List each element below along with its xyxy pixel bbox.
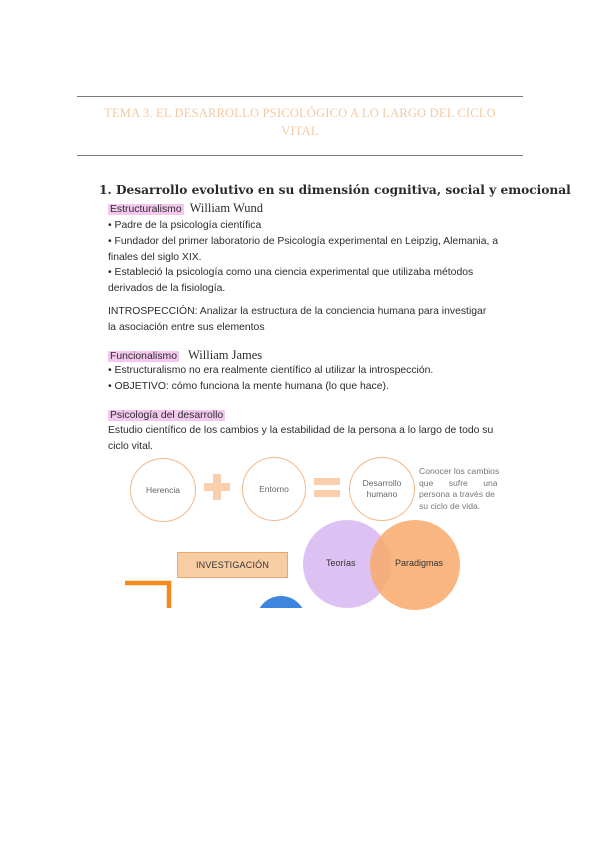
circle-desarrollo-humano xyxy=(349,457,415,521)
psicologia-desarrollo-line-1: Estudio científico de los cambios y la estabilidad de la persona a lo largo de todo su xyxy=(108,425,494,436)
bullet-line: • Estableció la psicología como una ciencia experimental que utilizaba métodos xyxy=(108,267,474,279)
estructuralismo-author: William Wund xyxy=(189,201,264,215)
header-top-rule xyxy=(77,96,523,97)
funcionalismo-label: Funcionalismo xyxy=(110,351,177,362)
psicologia-desarrollo-line-2: ciclo vital. xyxy=(108,440,154,452)
estructuralismo-bullets xyxy=(108,218,538,297)
page-title xyxy=(80,104,520,140)
orange-bracket-shape xyxy=(122,580,174,610)
venn-label-teorias: Teorías xyxy=(326,558,356,568)
note-line: su ciclo de vida. xyxy=(419,500,481,511)
funcionalismo-bullets xyxy=(108,363,433,395)
bullet-line: • Fundador del primer laboratorio de Psicología experimental en Leipzig, Alemania, a xyxy=(108,235,499,247)
circle-desarrollo-label-1: Desarrollo xyxy=(362,478,402,488)
circle-entorno-label: Entorno xyxy=(259,484,289,494)
bullet-line: • OBJETIVO: cómo funciona la mente humana (lo que hace). xyxy=(108,380,389,392)
circle-herencia xyxy=(130,458,196,522)
circle-herencia-label: Herencia xyxy=(145,485,181,495)
note-line: Conocer los cambios xyxy=(419,466,500,476)
introspeccion-text xyxy=(108,304,486,336)
circle-desarrollo-label-2: humano xyxy=(366,489,398,499)
venn-label-paradigmas: Paradigmas xyxy=(395,558,444,568)
psicologia-desarrollo-line xyxy=(108,408,225,424)
circle-entorno xyxy=(242,457,306,521)
estructuralismo-label: Estructuralismo xyxy=(110,204,182,215)
bullet-line: derivados de la fisiología. xyxy=(108,283,226,295)
note-line: persona a través de xyxy=(419,489,495,499)
header-bottom-rule xyxy=(77,155,523,156)
bullet-line: • Estructuralismo no era realmente científico al utilizar la introspección. xyxy=(108,365,434,376)
diagram-note xyxy=(419,466,499,512)
psicologia-desarrollo-label: Psicología del desarrollo xyxy=(110,410,224,421)
equals-icon xyxy=(313,476,341,500)
introspeccion-line-1: INTROSPECCIÓN: Analizar la estructura de la conciencia humana para investigar xyxy=(108,306,487,317)
bullet-line: finales del siglo XIX. xyxy=(108,251,202,263)
note-line: que sufre una xyxy=(419,477,498,488)
page-title-line-1: TEMA 3. EL DESARROLLO PSICOLÓGICO A LO LARGO DEL CICLO xyxy=(104,106,496,120)
blue-circle-shape xyxy=(256,596,306,646)
psicologia-desarrollo-text xyxy=(108,423,493,455)
section-heading: 1. Desarrollo evolutivo en su dimensión cognitiva, social y emocional xyxy=(99,183,571,197)
introspeccion-line-2: la asociación entre sus elementos xyxy=(108,321,265,333)
page-title-line-2: VITAL xyxy=(281,124,319,138)
bullet-line: • Padre de la psicología científica xyxy=(108,220,262,231)
investigacion-box xyxy=(177,552,288,578)
estructuralismo-line xyxy=(108,201,263,218)
funcionalismo-author: William James xyxy=(188,348,263,362)
plus-icon xyxy=(203,473,231,501)
investigacion-label: INVESTIGACIÓN xyxy=(195,560,270,570)
